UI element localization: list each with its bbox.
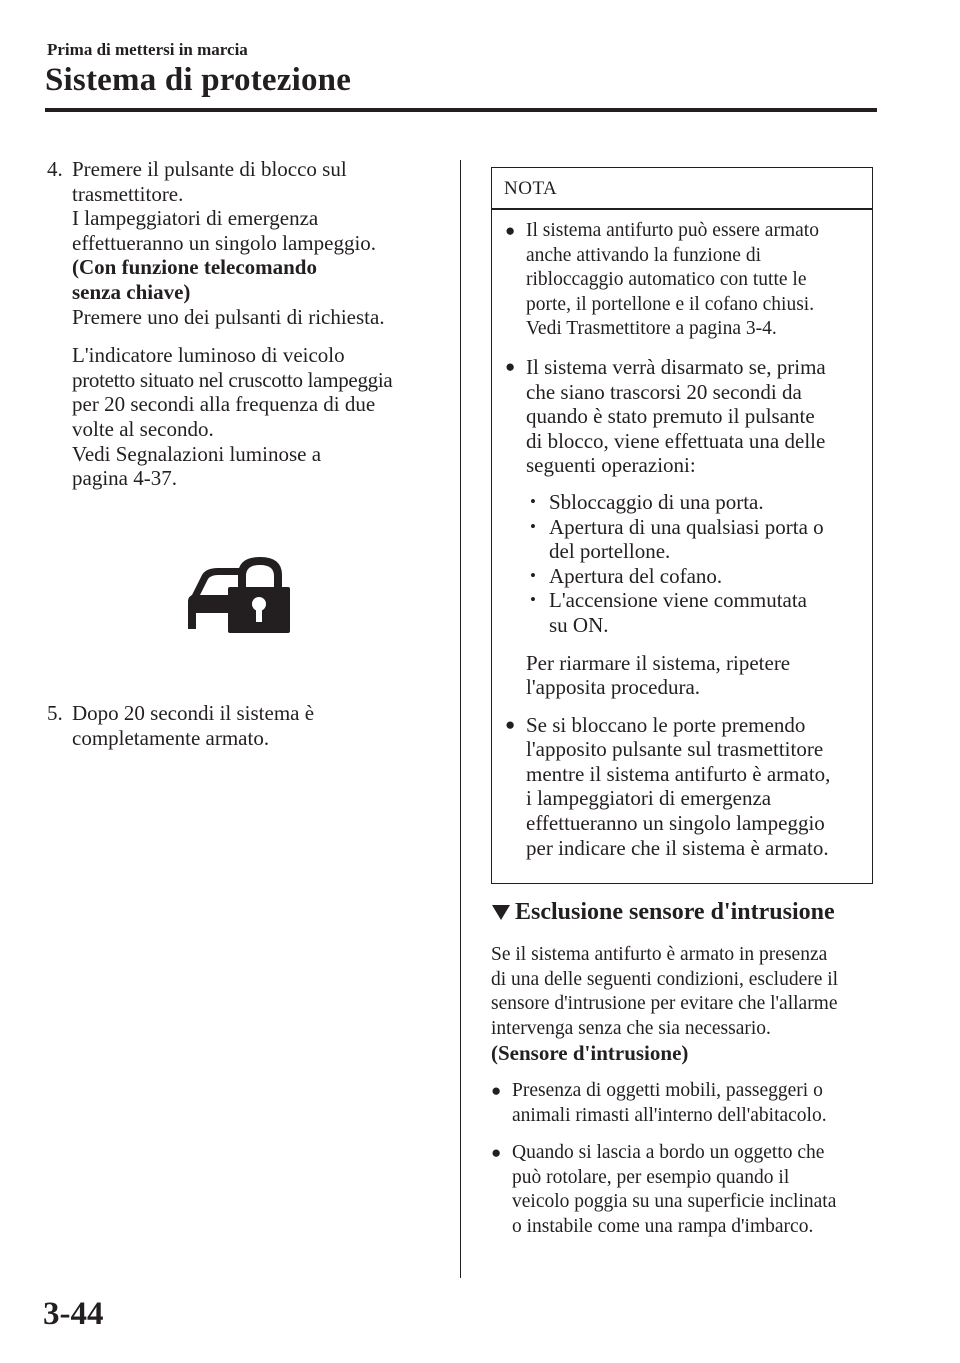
note-line: seguenti operazioni:: [526, 453, 696, 478]
note-line: Il sistema verrà disarmato se, prima: [526, 354, 826, 379]
exclusion-line: animali rimasti all'interno dell'abitacolo.: [512, 1104, 827, 1126]
sub-line: su ON.: [549, 612, 609, 637]
keyless-label: (Con funzione telecomando: [72, 255, 317, 280]
note-box: [491, 167, 873, 884]
note-bullet: ● Se si bloccano le porte premendo l'apposito pulsante sul trasmettitore mentre il sistema antifurto è armato, i lampeggiatori di emergenza effettueranno un singolo lampeggio per indicare che il sistema è armato.: [505, 713, 865, 861]
vehicle-security-indicator-icon: [180, 553, 290, 633]
step-4-line: I lampeggiatori di emergenza: [72, 206, 319, 231]
sub-line: Apertura del cofano.: [549, 563, 723, 588]
step-5-line: Dopo 20 secondi il sistema è: [72, 701, 315, 725]
indicator-line: protetto situato nel cruscotto lampeggia: [72, 367, 393, 392]
note-bullet: ● Il sistema verrà disarmato se, prima che siano trascorsi 20 secondi da quando è stato premuto il pulsante di blocco, viene effettuata una delle seguenti operazioni: • Sbloccaggio di una porta. • Apertura di una qualsiasi porta o del portellone. • Apertura del cofano. • L'accensione viene commutata su ON. Per riarmare il sistema, ripetere l'apposita procedura.: [505, 355, 865, 700]
note-line: che siano trascorsi 20 secondi da: [526, 379, 802, 404]
page-title: Sistema di protezione: [45, 62, 352, 98]
note-line: Se si bloccano le porte premendo: [526, 712, 806, 737]
exclusion-line: o instabile come una rampa d'imbarco.: [512, 1215, 814, 1237]
rearm-line: Per riarmare il sistema, ripetere: [526, 650, 791, 675]
note-line: ribloccaggio automatico con tutte le: [526, 269, 807, 291]
note-line: i lampeggiatori di emergenza: [526, 786, 772, 811]
exclusion-heading: [492, 899, 835, 926]
exclusion-intro-line: intervenga senza che sia necessario.: [491, 1017, 771, 1039]
indicator-line: Vedi Segnalazioni luminose a: [72, 441, 322, 466]
exclusion-intro-line: Se il sistema antifurto è armato in presenza: [491, 944, 828, 965]
note-line: Vedi Trasmettitore a pagina 3-4.: [526, 318, 777, 340]
sub-item: • Apertura del cofano.: [526, 564, 865, 589]
note-line: quando è stato premuto il pulsante: [526, 404, 815, 429]
sub-item: • L'accensione viene commutata su ON.: [526, 588, 865, 637]
exclusion-body: [491, 943, 876, 1240]
note-line: Il sistema antifurto può essere armato: [526, 220, 819, 241]
note-bullet: ● Il sistema antifurto può essere armato anche attivando la funzione di ribloccaggio automatico con tutte le porte, il portellone e il cofano chiusi. Vedi Trasmettitore a pagina 3-4.: [505, 219, 865, 342]
note-title: NOTA: [504, 178, 558, 199]
exclusion-line: Quando si lascia a bordo un oggetto che: [512, 1142, 825, 1164]
step-5: [47, 701, 442, 750]
exclusion-bullet: ● Quando si lascia a bordo un oggetto che può rotolare, per esempio quando il veicolo poggia su una superficie inclinata o instabile come una rampa d'imbarco.: [491, 1141, 876, 1239]
keyless-label: senza chiave): [72, 279, 191, 304]
page-number: 3-44: [43, 1296, 104, 1332]
note-divider: [492, 208, 872, 210]
keyless-text: Premere uno dei pulsanti di richiesta.: [72, 304, 385, 329]
exclusion-label: (Sensore d'intrusione): [491, 1041, 689, 1066]
sub-line: L'accensione viene commutata: [549, 588, 807, 613]
sub-line: Sbloccaggio di una porta.: [549, 489, 764, 514]
indicator-line: per 20 secondi alla frequenza di due: [72, 392, 376, 417]
note-line: mentre il sistema antifurto è armato,: [526, 761, 831, 786]
triangle-marker-icon: [492, 905, 510, 920]
sub-line: Apertura di una qualsiasi porta o: [549, 514, 824, 539]
rearm-line: l'apposita procedura.: [526, 675, 701, 700]
indicator-line: volte al secondo.: [72, 416, 214, 441]
note-line: di blocco, viene effettuata una delle: [526, 428, 826, 453]
exclusion-line: può rotolare, per esempio quando il: [512, 1166, 790, 1188]
note-line: per indicare che il sistema è armato.: [526, 835, 829, 860]
note-line: effettueranno un singolo lampeggio: [526, 811, 825, 836]
step-4-number: 4.: [47, 157, 63, 181]
left-column: [47, 157, 442, 750]
sub-line: del portellone.: [549, 539, 671, 564]
step-5-number: 5.: [47, 701, 63, 725]
step-4: [47, 157, 442, 491]
step-4-line: Premere il pulsante di blocco sul: [72, 157, 347, 181]
exclusion-line: veicolo poggia su una superficie inclinata: [512, 1191, 837, 1213]
sub-item: • Apertura di una qualsiasi porta o del portellone.: [526, 515, 865, 564]
exclusion-intro-line: sensore d'intrusione per evitare che l'allarme: [491, 993, 838, 1015]
exclusion-bullet: ● Presenza di oggetti mobili, passeggeri o animali rimasti all'interno dell'abitacolo.: [491, 1079, 876, 1128]
note-line: anche attivando la funzione di: [526, 244, 761, 266]
sub-item: • Sbloccaggio di una porta.: [526, 490, 865, 515]
step-5-line: completamente armato.: [72, 725, 270, 750]
section-label: Prima di mettersi in marcia: [47, 40, 248, 59]
step-4-line: effettueranno un singolo lampeggio.: [72, 230, 377, 255]
indicator-line: L'indicatore luminoso di veicolo: [72, 343, 345, 368]
step-4-line: trasmettitore.: [72, 181, 184, 206]
exclusion-line: Presenza di oggetti mobili, passeggeri o: [512, 1079, 823, 1101]
exclusion-heading-text: Esclusione sensore d'intrusione: [515, 899, 835, 925]
note-line: porte, il portellone e il cofano chiusi.: [526, 293, 815, 315]
indicator-line: pagina 4-37.: [72, 466, 177, 491]
title-rule: [45, 108, 877, 112]
sub-list: [526, 490, 865, 638]
exclusion-intro-line: di una delle seguenti condizioni, escludere il: [491, 968, 839, 990]
note-line: l'apposito pulsante sul trasmettitore: [526, 737, 824, 762]
column-divider: [460, 160, 461, 1278]
